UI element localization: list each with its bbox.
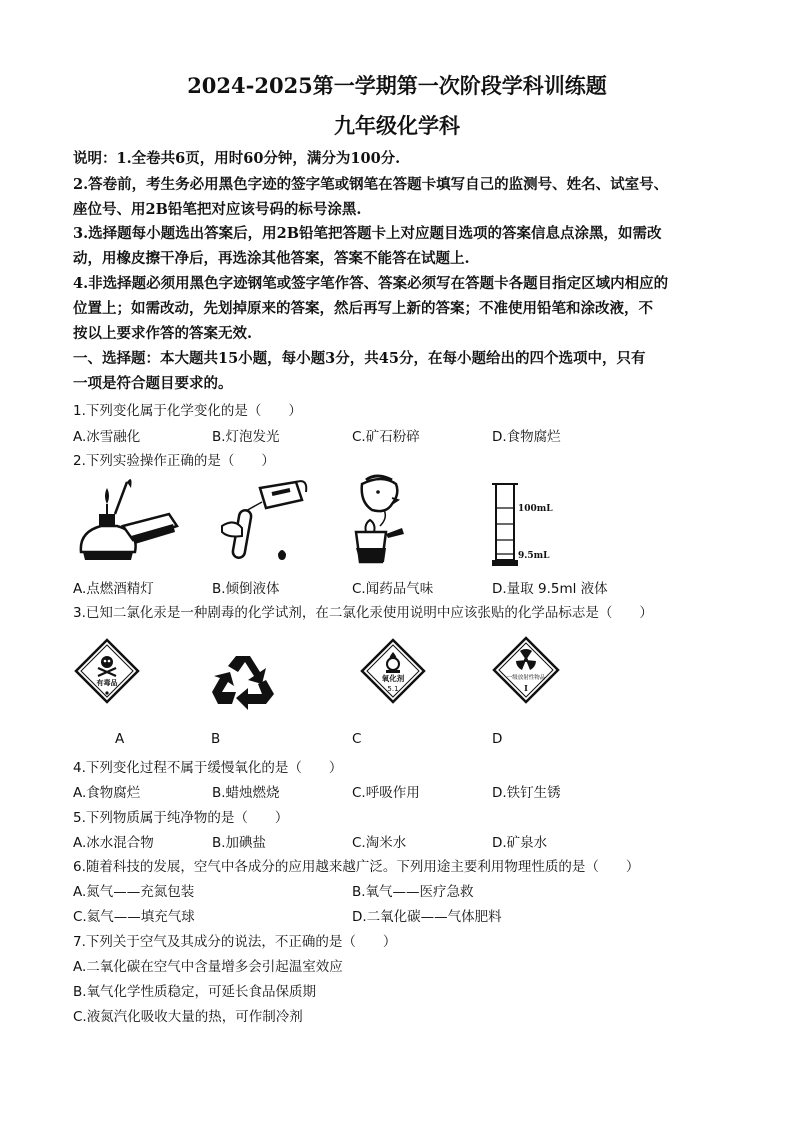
q3-label-b: B	[211, 731, 221, 747]
q6-option-b: B.氧气——医疗急救	[352, 884, 474, 900]
q4-option-d: D.铁钉生锈	[492, 785, 561, 801]
q7-option-b: B.氧气化学性质稳定，可延长食品保质期	[73, 984, 317, 1000]
q1-option-b: B.灯泡发光	[212, 429, 280, 445]
cylinder-bottom-label: 9.5mL	[518, 551, 550, 561]
radioactive-sign-icon	[490, 634, 562, 710]
sign-d-number: I	[524, 683, 528, 693]
q3-label-d: D	[492, 731, 503, 747]
q1-option-a: A.冰雪融化	[73, 429, 141, 445]
q7-option-c: C.液氮汽化吸收大量的热，可作制冷剂	[73, 1009, 303, 1025]
question-5-stem: 5.下列物质属于纯净物的是（ ）	[73, 810, 289, 826]
note-line: 按以上要求作答的答案无效.	[73, 325, 253, 342]
exam-title: 2024-2025第一学期第一次阶段学科训练题	[187, 73, 607, 98]
q4-option-a: A.食物腐烂	[73, 785, 141, 801]
graduated-cylinder-figure	[492, 478, 562, 570]
question-6-stem: 6.随着科技的发展，空气中各成分的应用越来越广泛。下列用途主要利用物理性质的是（ ）	[73, 859, 640, 875]
q2-option-c: C.闻药品气味	[352, 581, 434, 597]
pour-liquid-figure	[212, 474, 312, 570]
note-line: 座位号、用2B铅笔把对应该号码的标号涂黑.	[73, 201, 362, 218]
q2-option-d: D.量取 9.5ml 液体	[492, 581, 608, 597]
q3-label-c: C	[352, 731, 362, 747]
sign-c-text: 氧化剂	[381, 674, 405, 683]
q5-option-d: D.矿泉水	[492, 835, 548, 851]
cylinder-top-label: 100mL	[518, 504, 553, 514]
note-line: 2.答卷前，考生务必用黑色字迹的签字笔或钢笔在答题卡填写自己的监测号、姓名、试室号、	[73, 176, 669, 193]
question-7-stem: 7.下列关于空气及其成分的说法，不正确的是（ ）	[73, 934, 397, 950]
note-line: 3.选择题每小题选出答案后，用2B铅笔把答题卡上对应题目选项的答案信息点涂黑，如需改	[73, 225, 662, 242]
q3-label-a: A	[115, 731, 125, 747]
q6-option-c: C.氦气——填充气球	[73, 909, 195, 925]
section-heading: 一项是符合题目要求的。	[73, 375, 233, 392]
q2-option-a: A.点燃酒精灯	[73, 581, 154, 597]
note-line: 位置上；如需改动，先划掉原来的答案，然后再写上新的答案；不准使用铅笔和涂改液，不	[73, 300, 653, 317]
smell-figure	[352, 474, 442, 570]
q1-option-c: C.矿石粉碎	[352, 429, 420, 445]
q5-option-b: B.加碘盐	[212, 835, 267, 851]
q4-option-c: C.呼吸作用	[352, 785, 420, 801]
sign-a-text: 有毒品	[96, 679, 118, 687]
question-4-stem: 4.下列变化过程不属于缓慢氧化的是（ ）	[73, 760, 343, 776]
alcohol-lamp-figure	[73, 474, 183, 570]
note-line: 4.非选择题必须用黑色字迹钢笔或签字笔作答、答案必须写在答题卡各题目指定区域内相应的	[73, 275, 669, 292]
q5-option-a: A.冰水混合物	[73, 835, 154, 851]
q2-option-b: B.倾倒液体	[212, 581, 280, 597]
sign-d-text: 一级放射性物品	[506, 675, 546, 681]
oxidizer-sign-icon	[358, 636, 428, 712]
exam-subtitle: 九年级化学科	[334, 113, 460, 138]
note-line: 说明：1.全卷共6页，用时60分钟，满分为100分.	[73, 150, 401, 167]
toxic-sign-icon	[72, 636, 142, 718]
question-2-stem: 2.下列实验操作正确的是（ ）	[73, 453, 275, 469]
recycle-sign-icon	[208, 648, 280, 714]
q7-option-a: A.二氧化碳在空气中含量增多会引起温室效应	[73, 959, 343, 975]
question-3-stem: 3.已知二氯化汞是一种剧毒的化学试剂，在二氯化汞使用说明中应该张贴的化学品标志是（ ）	[73, 605, 653, 621]
sign-c-number: 5.1	[387, 685, 399, 693]
section-heading: 一、选择题：本大题共15小题，每小题3分，共45分，在每小题给出的四个选项中，只有	[73, 350, 646, 367]
q5-option-c: C.淘米水	[352, 835, 407, 851]
note-line: 动，用橡皮擦干净后，再选涂其他答案，答案不能答在试题上.	[73, 250, 470, 267]
q1-option-d: D.食物腐烂	[492, 429, 561, 445]
q4-option-b: B.蜡烛燃烧	[212, 785, 280, 801]
q6-option-a: A.氮气——充氮包装	[73, 884, 195, 900]
q6-option-d: D.二氧化碳——气体肥料	[352, 909, 502, 925]
question-1-stem: 1.下列变化属于化学变化的是（ ）	[73, 403, 302, 419]
